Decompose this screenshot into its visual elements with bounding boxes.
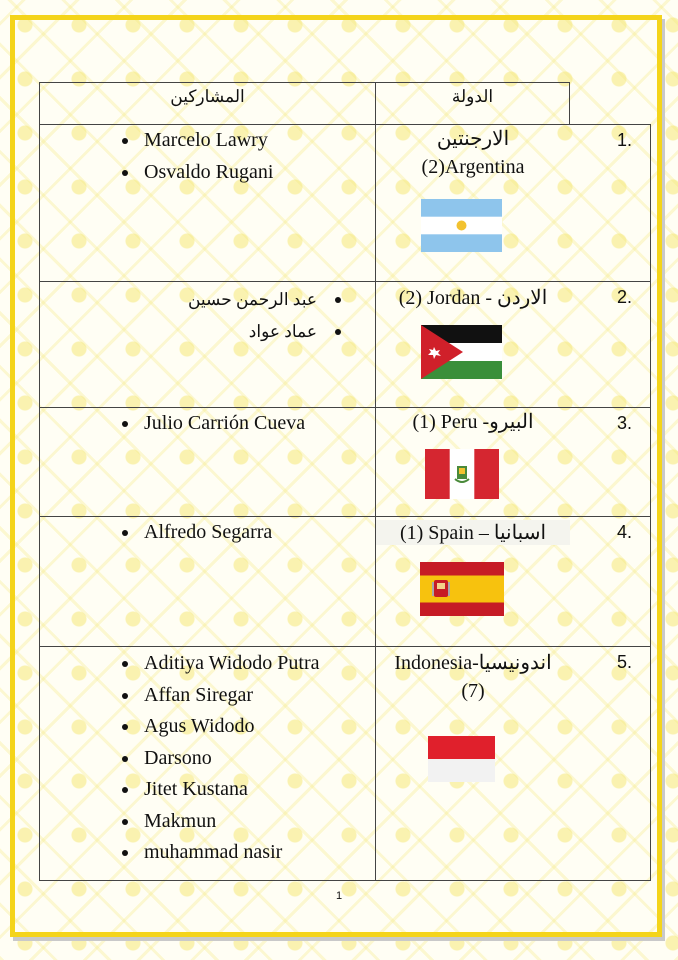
participant-list xyxy=(118,408,375,440)
list-item: Julio Carrión Cueva xyxy=(118,408,375,440)
country-name: (2) Jordan - الاردن xyxy=(398,287,548,309)
table-row-2-participants xyxy=(39,281,376,408)
table-row-3-participants xyxy=(39,407,376,517)
header-country xyxy=(375,82,570,125)
list-item: Aditiya Widodo Putra xyxy=(118,648,375,680)
row-number: 4. xyxy=(617,522,633,542)
jordan-flag xyxy=(421,325,502,379)
country-name: Indonesia-اندونيسيا xyxy=(394,652,552,674)
header-participants-label: المشاركين xyxy=(170,87,245,107)
row-number: 2. xyxy=(617,287,633,307)
jordan-flag-icon xyxy=(421,325,502,379)
country-name: (1) Spain – اسبانيا xyxy=(376,520,570,545)
indonesia-flag-icon xyxy=(428,736,495,782)
list-item: Marcelo Lawry xyxy=(118,125,375,157)
list-item: Makmun xyxy=(118,806,375,838)
list-item: عماد عواد xyxy=(40,316,347,348)
table-row-5-participants xyxy=(39,646,376,881)
row-number: 5. xyxy=(617,652,633,672)
list-item: Agus Widodo xyxy=(118,711,375,743)
peru-flag-icon xyxy=(425,449,499,499)
list-item: عبد الرحمن حسين xyxy=(40,284,347,316)
spain-flag xyxy=(420,562,504,616)
table-row-1-participants xyxy=(39,124,376,282)
country-name-arabic: الارجنتين xyxy=(436,128,510,150)
list-item: Affan Siregar xyxy=(118,680,375,712)
spain-flag-icon xyxy=(420,562,504,616)
table-row-4-participants xyxy=(39,516,376,647)
header-participants xyxy=(39,82,376,125)
participant-list xyxy=(118,648,375,869)
participant-list xyxy=(118,517,375,549)
participant-list xyxy=(118,125,375,188)
list-item: Darsono xyxy=(118,743,375,775)
row-number: 1. xyxy=(617,130,633,150)
country-name: (1) Peru -البيرو xyxy=(412,411,534,433)
list-item: Jitet Kustana xyxy=(118,774,375,806)
argentina-flag-icon xyxy=(421,199,502,252)
country-count: (7) xyxy=(461,680,485,702)
argentina-flag xyxy=(421,199,502,252)
participant-list xyxy=(40,284,347,347)
country-name: (2)Argentina xyxy=(421,156,525,178)
list-item: Alfredo Segarra xyxy=(118,517,375,549)
indonesia-flag xyxy=(428,736,495,782)
list-item: Osvaldo Rugani xyxy=(118,157,375,189)
list-item: muhammad nasir xyxy=(118,837,375,869)
row-number: 3. xyxy=(617,413,633,433)
page-number: 1 xyxy=(335,890,343,902)
header-country-label: الدولة xyxy=(451,87,494,107)
peru-flag xyxy=(425,449,499,499)
